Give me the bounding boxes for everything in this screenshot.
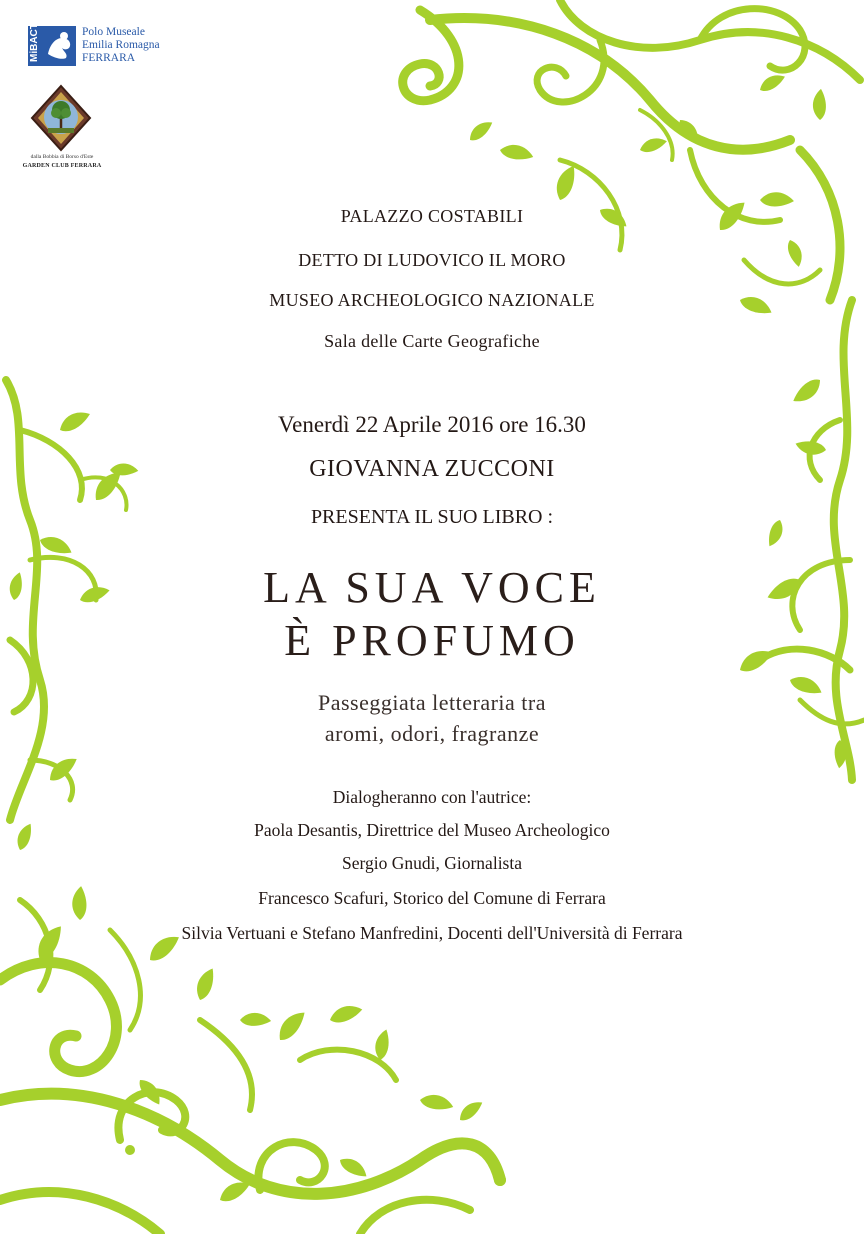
book-subtitle-line-2: aromi, odori, fragranze xyxy=(324,721,540,746)
book-subtitle-line-1: Passeggiata letteraria tra xyxy=(317,690,546,715)
presents-label: PRESENTA IL SUO LIBRO : xyxy=(310,506,554,528)
garden-club-logo xyxy=(18,84,118,176)
dialogue-intro: Dialogheranno con l'autrice: xyxy=(332,787,532,807)
speaker-item: Paola Desantis, Direttrice del Museo Archeologico xyxy=(254,820,610,840)
museum-figure-icon xyxy=(44,30,74,62)
book-title-line-2: È PROFUMO xyxy=(284,616,580,665)
speaker-item: Silvia Vertuani e Stefano Manfredini, Docenti dell'Università di Ferrara xyxy=(181,923,683,943)
event-date: Venerdì 22 Aprile 2016 ore 16.30 xyxy=(278,412,586,437)
garden-club-motto: dalla Bobbia di Borso d'Este xyxy=(30,154,94,160)
author-name: GIOVANNA ZUCCONI xyxy=(309,456,555,482)
book-title-line-1: LA SUA VOCE xyxy=(263,563,601,612)
venue-room: Sala delle Carte Geografiche xyxy=(324,331,540,351)
mibact-name xyxy=(82,26,160,65)
mibact-line: FERRARA xyxy=(82,52,136,64)
garden-emblem-icon xyxy=(30,84,92,152)
mibact-line: Emilia Romagna xyxy=(82,39,160,51)
garden-club-name: GARDEN CLUB FERRARA xyxy=(22,163,102,169)
venue-line-2: DETTO DI LUDOVICO IL MORO xyxy=(298,250,566,270)
venue-line-3: MUSEO ARCHEOLOGICO NAZIONALE xyxy=(269,290,595,310)
vine-bottom xyxy=(0,963,116,1072)
mibact-emblem xyxy=(28,23,76,66)
speaker-item: Sergio Gnudi, Giornalista xyxy=(341,853,522,873)
speaker-item: Francesco Scafuri, Storico del Comune di Ferrara xyxy=(258,888,606,908)
venue-line-1: PALAZZO COSTABILI xyxy=(340,206,524,226)
mibact-logo xyxy=(28,23,178,70)
mibact-line: Polo Museale xyxy=(82,26,145,38)
mibact-letters: MiBACT xyxy=(29,23,40,62)
